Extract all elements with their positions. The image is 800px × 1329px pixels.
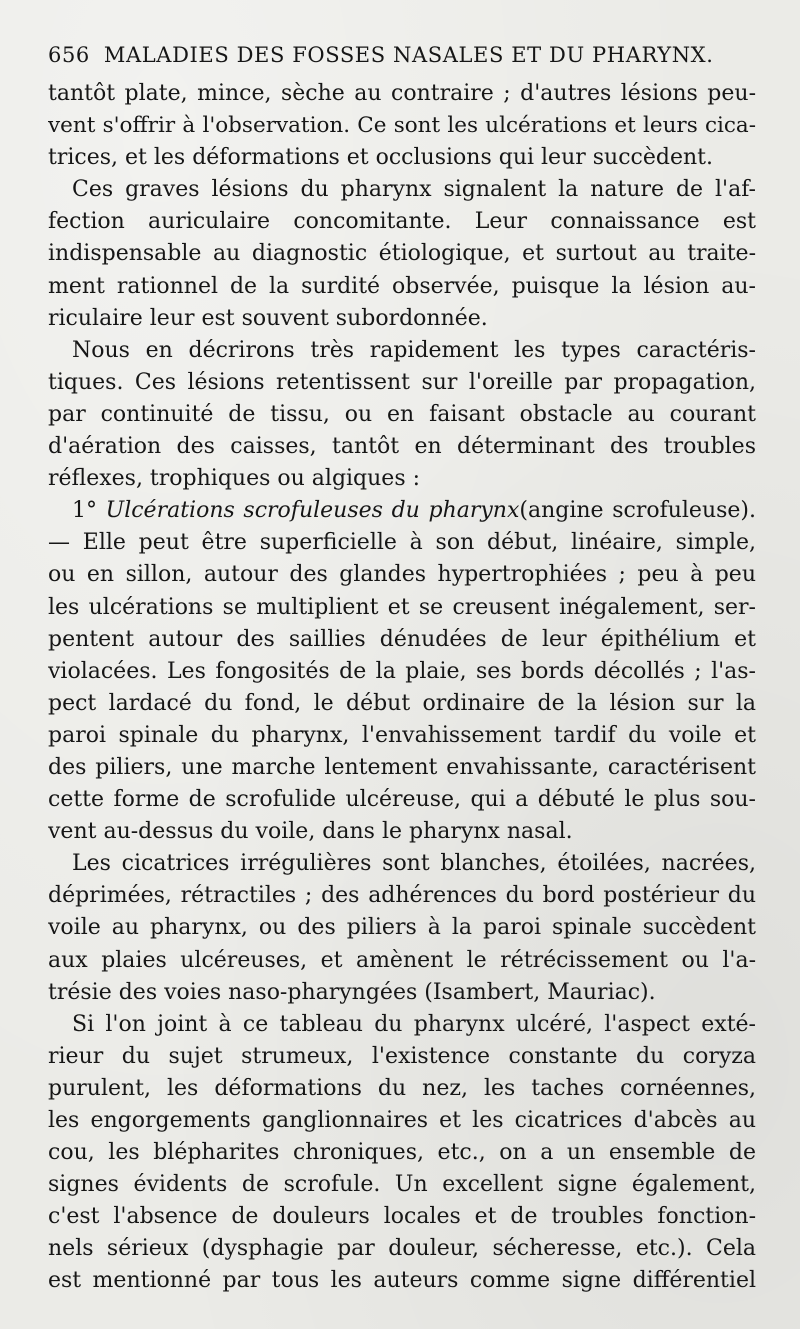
- text-line: pentent autour des saillies dénudées de leur épithélium et: [48, 626, 756, 652]
- text-line: violacées. Les fongosités de la plaie, ses bords décollés ; l'as-: [48, 658, 756, 684]
- text-line: — Elle peut être superficielle à son début, linéaire, simple,: [48, 530, 756, 556]
- running-header: [48, 40, 768, 70]
- text-line: est mentionné par tous les auteurs comme signe différentiel: [48, 1268, 756, 1294]
- page-body: [48, 78, 756, 1298]
- text-line: vent s'offrir à l'observation. Ce sont les ulcérations et leurs cica-: [48, 113, 756, 139]
- text-line: nels sérieux (dysphagie par douleur, sécheresse, etc.). Cela: [48, 1236, 756, 1262]
- text-line: fection auriculaire concomitante. Leur connaissance est: [48, 209, 756, 235]
- text-line: indispensable au diagnostic étiologique, et surtout au traite-: [48, 241, 756, 267]
- text-line: pect lardacé du fond, le début ordinaire de la lésion sur la: [48, 690, 756, 716]
- text-line: voile au pharynx, ou des piliers à la paroi spinale succèdent: [48, 915, 756, 941]
- text-line: vent au-dessus du voile, dans le pharynx nasal.: [48, 819, 573, 845]
- text-line: paroi spinale du pharynx, l'envahissement tardif du voile et: [48, 722, 756, 748]
- text-line: c'est l'absence de douleurs locales et de troubles fonction-: [48, 1204, 756, 1230]
- text-line: les engorgements ganglionnaires et les cicatrices d'abcès au: [48, 1108, 756, 1133]
- text-line: tiques. Ces lésions retentissent sur l'oreille par propagation,: [48, 369, 756, 395]
- text-line: ou en sillon, autour des glandes hypertrophiées ; peu à peu: [48, 562, 756, 588]
- text-line: purulent, les déformations du nez, les taches cornéennes,: [48, 1075, 756, 1101]
- section-number: 1°: [72, 498, 97, 524]
- text-line: Nous en décrirons très rapidement les types caractéris-: [72, 337, 756, 363]
- section-heading: [48, 495, 756, 527]
- text-line: Les cicatrices irrégulières sont blanches, étoilées, nacrées,: [72, 851, 756, 877]
- page-number: 656: [48, 43, 90, 67]
- text-line: déprimées, rétractiles ; des adhérences du bord postérieur du: [48, 883, 756, 909]
- section-title: Ulcérations scrofuleuses du pharynx: [105, 498, 520, 524]
- text-line: trésie des voies naso-pharyngées (Isambert, Mauriac).: [48, 979, 656, 1005]
- text-line: cette forme de scrofulide ulcéreuse, qui a débuté le plus sou-: [48, 787, 756, 813]
- text-line: Si l'on joint à ce tableau du pharynx ulcéré, l'aspect exté-: [72, 1011, 756, 1037]
- text-line: ment rationnel de la surdité observée, puisque la lésion au-: [48, 273, 756, 299]
- text-line: aux plaies ulcéreuses, et amènent le rétrécissement ou l'a-: [48, 947, 756, 973]
- text-line: réflexes, trophiques ou algiques :: [48, 466, 421, 492]
- text-line: cou, les blépharites chroniques, etc., on a un ensemble de: [48, 1140, 756, 1166]
- text-line: riculaire leur est souvent subordonnée.: [48, 305, 488, 331]
- text-line: tantôt plate, mince, sèche au contraire ; d'autres lésions peu-: [48, 81, 756, 106]
- text-line: Ces graves lésions du pharynx signalent la nature de l'af-: [72, 177, 756, 203]
- text-line: signes évidents de scrofule. Un excellent signe également,: [48, 1172, 756, 1198]
- running-title: MALADIES DES FOSSES NASALES ET DU PHARYNX.: [103, 43, 714, 67]
- text-line: par continuité de tissu, ou en faisant obstacle au courant: [48, 401, 756, 427]
- section-parenthetical: (angine scrofuleuse).: [519, 498, 756, 524]
- text-line: trices, et les déformations et occlusions qui leur succèdent.: [48, 145, 713, 171]
- text-line: rieur du sujet strumeux, l'existence constante du coryza: [48, 1043, 756, 1069]
- text-line: les ulcérations se multiplient et se creusent inégalement, ser-: [48, 594, 756, 620]
- text-line: des piliers, une marche lentement envahissante, caractérisent: [48, 754, 756, 780]
- text-line: d'aération des caisses, tantôt en déterminant des troubles: [48, 434, 756, 460]
